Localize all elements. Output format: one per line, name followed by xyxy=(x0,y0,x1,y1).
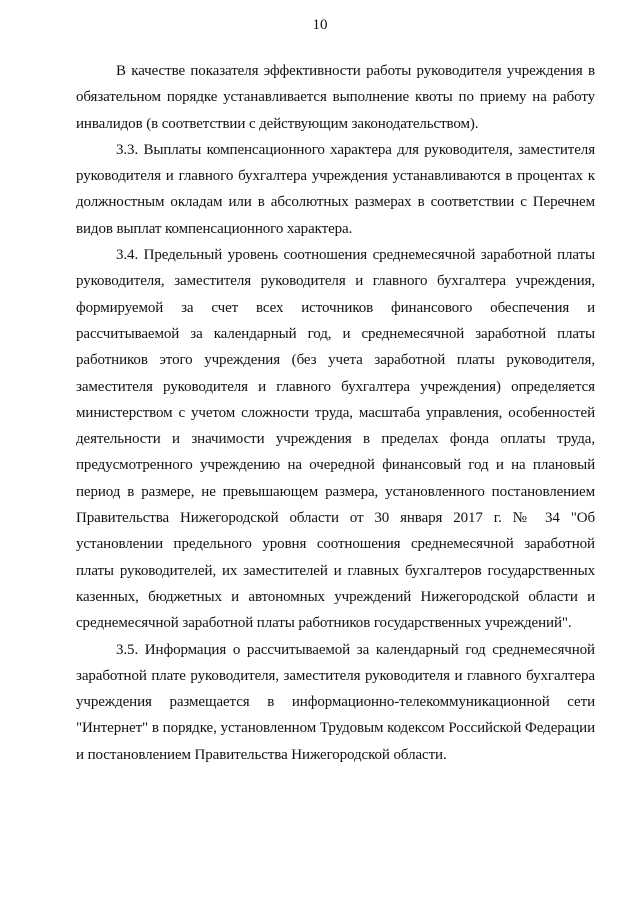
page-number: 10 xyxy=(312,17,328,33)
document-body xyxy=(76,58,595,768)
paragraph-efficiency-indicator: В качестве показателя эффективности работы руководителя учреждения в обязательном порядке устанавливается выполнение квоты по приему на работу инвалидов (в соответствии с действующим законодательством). xyxy=(76,63,595,132)
paragraph-3-5: 3.5. Информация о рассчитываемой за календарный год среднемесячной заработной плате руководителя, заместителя руководителя и главного бухгалтера учреждения размещается в информационно-телекоммуникационной сети "Интернет" в порядке, установленном Трудовым кодексом Российской Федерации и постановлением Правительства Нижегородской области. xyxy=(76,641,595,763)
paragraph-3-4: 3.4. Предельный уровень соотношения среднемесячной заработной платы руководителя, заместителя руководителя и главного бухгалтера учреждения, формируемой за счет всех источников финансового обеспечения и рассчитываемой за календарный год, и среднемесячной заработной платы работников этого учреждения (без учета заработной платы руководителя, заместителя руководителя и главного бухгалтера учреждения) определяется министерством с учетом сложности труда, масштаба управления, особенностей деятельности и значимости учреждения в пределах фонда оплаты труда, предусмотренного учреждению на очередной финансовый год и на плановый период в размере, не превышающем размера, установленного постановлением Правительства Нижегородской области от 30 января 2017 г. № 34 "Об установлении предельного уровня соотношения среднемесячной заработной платы руководителей, их заместителей и главных бухгалтеров государственных казенных, бюджетных и автономных учреждений Нижегородской области и среднемесячной заработной платы работников государственных учреждений". xyxy=(76,247,595,632)
paragraph-3-3: 3.3. Выплаты компенсационного характера для руководителя, заместителя руководителя и главного бухгалтера учреждения устанавливаются в процентах к должностным окладам или в абсолютных размерах в соответствии с Перечнем видов выплат компенсационного характера. xyxy=(76,141,595,237)
